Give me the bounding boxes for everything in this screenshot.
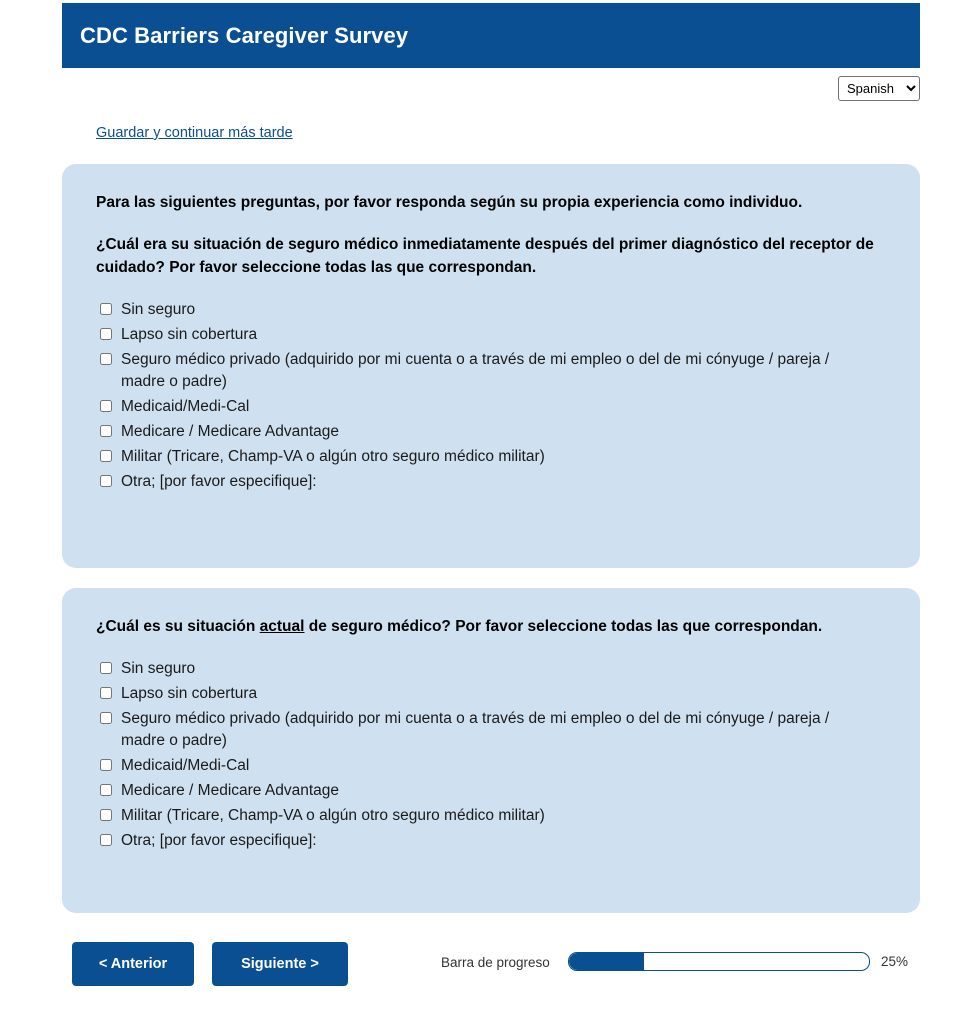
question1-option-label-1: Lapso sin cobertura	[121, 326, 258, 344]
question1-option-label-4: Medicare / Medicare Advantage	[121, 423, 339, 441]
next-button[interactable]: Siguiente >	[212, 942, 348, 986]
previous-button[interactable]: < Anterior	[72, 942, 194, 986]
question1-option-label-2: Seguro médico privado (adquirido por mi cuenta o a través de mi empleo o del de mi cónyuge / pareja / madre o padre)	[121, 351, 830, 391]
question1-option-label-5: Militar (Tricare, Champ-VA o algún otro seguro médico militar)	[121, 448, 545, 466]
save-link-wrap	[96, 124, 293, 142]
question2-checkbox-5[interactable]	[100, 809, 112, 821]
question2-option-label-3: Medicaid/Medi-Cal	[121, 757, 250, 775]
question-card-1	[62, 164, 920, 568]
question2-checkbox-0[interactable]	[100, 662, 112, 674]
question-card-2	[62, 588, 920, 913]
question1-checkbox-6[interactable]	[100, 475, 112, 487]
question2-option-label-0: Sin seguro	[121, 660, 196, 678]
question1-checkbox-5[interactable]	[100, 450, 112, 462]
question2-option-label-6: Otra; [por favor especifique]:	[121, 832, 317, 850]
checkbox-row[interactable]	[96, 708, 886, 752]
question1-text: ¿Cuál era su situación de seguro médico inmediatamente después del primer diagnóstico del receptor de cuidado? Por favor seleccione todas las que correspondan.	[96, 236, 874, 276]
checkbox-row[interactable]	[96, 830, 886, 852]
question1-option-label-6: Otra; [por favor especifique]:	[121, 473, 317, 491]
checkbox-row[interactable]	[96, 471, 886, 493]
question2-option-label-1: Lapso sin cobertura	[121, 685, 258, 703]
language-selector-wrap	[838, 76, 920, 101]
question2-text-after: de seguro médico? Por favor seleccione todas las que correspondan.	[304, 618, 823, 635]
checkbox-row[interactable]	[96, 755, 886, 777]
question2-checkbox-4[interactable]	[100, 784, 112, 796]
progress-bar-label: Barra de progreso	[441, 955, 550, 970]
page-header	[62, 3, 920, 68]
checkbox-row[interactable]	[96, 349, 886, 393]
question2-option-label-4: Medicare / Medicare Advantage	[121, 782, 339, 800]
checkbox-row[interactable]	[96, 446, 886, 468]
checkbox-row[interactable]	[96, 780, 886, 802]
question2-text-emphasis: actual	[259, 618, 305, 635]
progress-bar-fill	[569, 953, 644, 970]
question1-checkbox-2[interactable]	[100, 353, 112, 365]
question2-options	[96, 658, 886, 852]
question1-checkbox-4[interactable]	[100, 425, 112, 437]
question2-option-label-2: Seguro médico privado (adquirido por mi cuenta o a través de mi empleo o del de mi cónyuge / pareja / madre o padre)	[121, 710, 830, 750]
footer-bar	[0, 938, 957, 998]
progress-percent-text: 25%	[881, 954, 909, 969]
question2-option-label-5: Militar (Tricare, Champ-VA o algún otro seguro médico militar)	[121, 807, 545, 825]
question2-text	[96, 616, 886, 638]
checkbox-row[interactable]	[96, 324, 886, 346]
checkbox-row[interactable]	[96, 805, 886, 827]
question1-options	[96, 299, 886, 493]
progress-bar	[568, 952, 870, 971]
question1-intro: Para las siguientes preguntas, por favor responda según su propia experiencia como individuo.	[96, 194, 803, 211]
question2-checkbox-6[interactable]	[100, 834, 112, 846]
save-and-continue-link[interactable]: Guardar y continuar más tarde	[96, 125, 293, 141]
checkbox-row[interactable]	[96, 683, 886, 705]
checkbox-row[interactable]	[96, 421, 886, 443]
checkbox-row[interactable]	[96, 396, 886, 418]
question1-option-label-0: Sin seguro	[121, 301, 196, 319]
checkbox-row[interactable]	[96, 299, 886, 321]
question2-checkbox-1[interactable]	[100, 687, 112, 699]
question1-checkbox-3[interactable]	[100, 400, 112, 412]
language-select[interactable]	[838, 76, 920, 101]
question1-option-label-3: Medicaid/Medi-Cal	[121, 398, 250, 416]
checkbox-row[interactable]	[96, 658, 886, 680]
question2-text-before: ¿Cuál es su situación	[96, 618, 260, 635]
question1-checkbox-1[interactable]	[100, 328, 112, 340]
question2-checkbox-2[interactable]	[100, 712, 112, 724]
page-title: CDC Barriers Caregiver Survey	[80, 22, 409, 48]
question1-checkbox-0[interactable]	[100, 303, 112, 315]
question2-checkbox-3[interactable]	[100, 759, 112, 771]
